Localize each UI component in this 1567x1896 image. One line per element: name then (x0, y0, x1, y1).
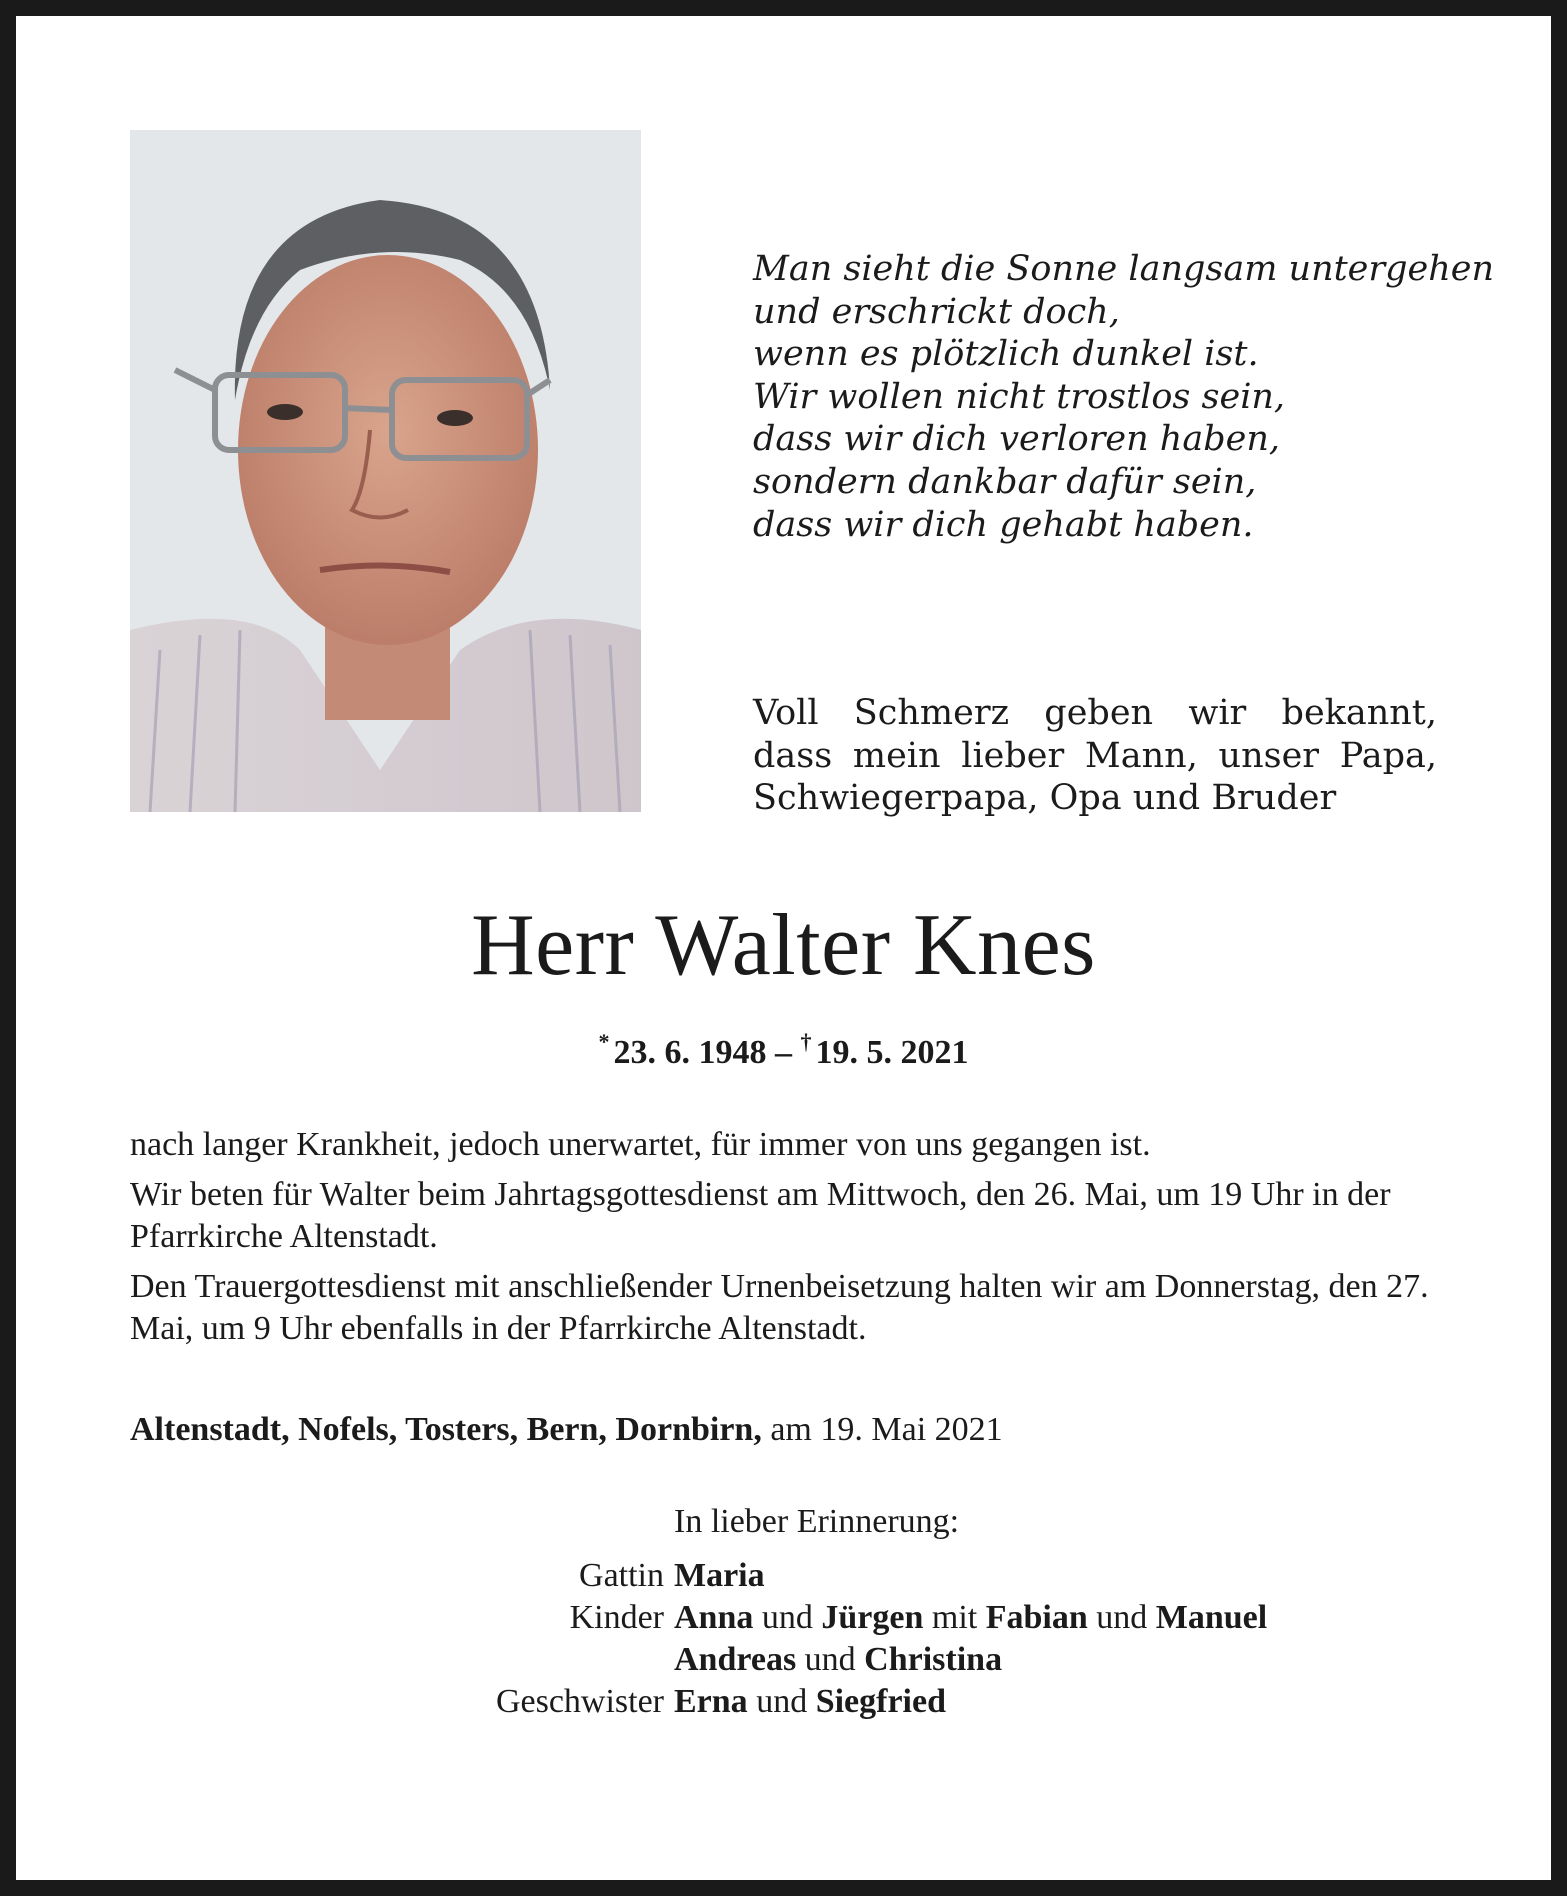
family-role: Kinder (569, 1599, 664, 1636)
notice-date: am 19. Mai 2021 (770, 1411, 1003, 1448)
connector: und (761, 1599, 813, 1636)
announcement-line: Schwiegerpapa, Opa und Bruder (753, 778, 1337, 819)
portrait-illustration (130, 130, 641, 812)
obituary-text (130, 1124, 1438, 1358)
family-row (336, 1555, 1456, 1597)
family-names (674, 1597, 1267, 1639)
family-row (336, 1681, 1456, 1723)
text-paragraph: Wir beten für Walter beim Jahrtagsgottesdienst am Mittwoch, den 26. Mai, um 19 Uhr in der Pfarrkirche Altenstadt. (130, 1176, 1391, 1255)
poem-line: und erschrickt doch, (753, 291, 1120, 332)
family-list (336, 1555, 1456, 1723)
announcement (753, 692, 1437, 820)
family-names (674, 1681, 946, 1723)
announcement-line: Voll Schmerz geben wir bekannt, (753, 693, 1437, 733)
connector: mit (931, 1599, 978, 1636)
family-role: Gattin (579, 1557, 664, 1594)
poem-line: sondern dankbar dafür sein, (753, 461, 1257, 502)
memory-title: In lieber Erinnerung: (674, 1503, 960, 1540)
poem-line: dass wir dich verloren haben, (753, 419, 1280, 460)
poem-line: Wir wollen nicht trostlos sein, (753, 376, 1286, 417)
announcement-line: dass mein lieber Mann, unser Papa, (753, 735, 1437, 776)
family-member: Jürgen (821, 1599, 924, 1636)
death-date: 19. 5. 2021 (815, 1034, 969, 1071)
family-member: Andreas (674, 1641, 797, 1678)
family-names (674, 1555, 765, 1597)
poem-line: wenn es plötzlich dunkel ist. (753, 334, 1259, 375)
family-row (336, 1639, 1456, 1681)
family-member: Christina (864, 1641, 1003, 1678)
place-and-date (130, 1409, 1438, 1451)
family-names (674, 1639, 1002, 1681)
text-paragraph: nach langer Krankheit, jedoch unerwartet, für immer von uns gegangen ist. (130, 1126, 1151, 1163)
towns: Altenstadt, Nofels, Tosters, Bern, Dornbirn, (130, 1411, 762, 1448)
poem (753, 248, 1495, 546)
family-member: Anna (674, 1599, 754, 1636)
family-member: Siegfried (815, 1683, 946, 1720)
connector: und (1096, 1599, 1148, 1636)
text-paragraph: Den Trauergottesdienst mit anschließender Urnenbeisetzung halten wir am Donnerstag, den 27. Mai, um 9 Uhr ebenfalls in der Pfarrkirche Altenstadt. (130, 1268, 1429, 1347)
connector: und (804, 1641, 856, 1678)
life-dates (16, 1022, 1551, 1073)
poem-line: dass wir dich gehabt haben. (753, 504, 1254, 545)
family-row (336, 1597, 1456, 1639)
connector: und (756, 1683, 808, 1720)
family-member: Erna (674, 1683, 748, 1720)
date-separator: – (775, 1034, 792, 1071)
portrait-photo (130, 130, 641, 812)
family-member: Maria (674, 1557, 765, 1594)
birth-date: 23. 6. 1948 (613, 1034, 767, 1071)
family-member: Fabian (985, 1599, 1088, 1636)
death-symbol: † (800, 1029, 812, 1054)
obituary-page (16, 16, 1551, 1880)
birth-symbol: * (598, 1029, 610, 1054)
family-member: Manuel (1155, 1599, 1268, 1636)
family-role (336, 1639, 674, 1681)
family-role: Geschwister (495, 1683, 664, 1720)
deceased-name: Herr Walter Knes (471, 897, 1096, 994)
poem-line: Man sieht die Sonne langsam untergehen (753, 249, 1495, 289)
